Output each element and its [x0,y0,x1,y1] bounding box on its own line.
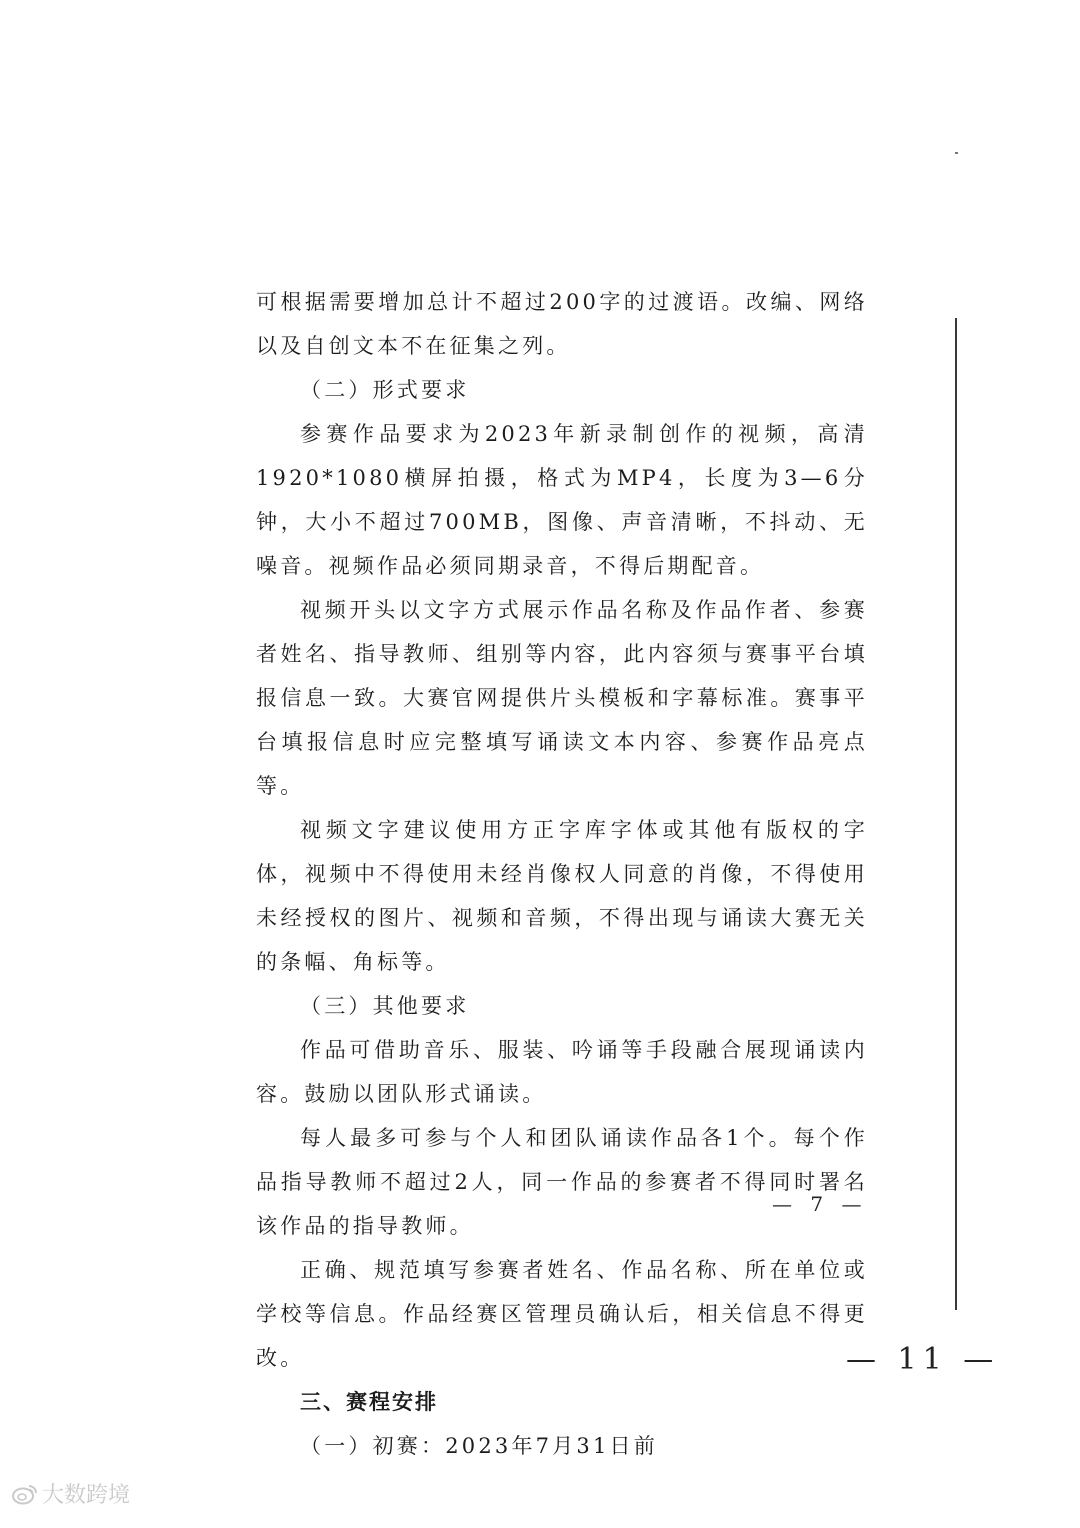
paragraph: 正确、规范填写参赛者姓名、作品名称、所在单位或学校等信息。作品经赛区管理员确认后，相关信息不得更改。 [256,1258,868,1370]
chapter-heading: 三、赛程安排 [300,1390,438,1414]
weibo-logo-icon [12,1483,38,1505]
document-body [256,280,868,1468]
inner-page-number: — 7 — [772,1192,868,1216]
paragraph: 可根据需要增加总计不超过200字的过渡语。改编、网络以及自创文本不在征集之列。 [256,290,868,358]
watermark-text: 大数跨境 [42,1483,131,1508]
watermark [12,1478,130,1509]
paragraph: 作品可借助音乐、服装、吟诵等手段融合展现诵读内容。鼓励以团队形式诵读。 [256,1038,868,1106]
outer-page-number: — 11 — [846,1342,1000,1377]
paragraph: 参赛作品要求为2023年新录制创作的视频，高清1920*1080横屏拍摄，格式为MP4，长度为3—6分钟，大小不超过700MB，图像、声音清晰，不抖动、无噪音。视频作品必须同期录音，不得后期配音。 [256,422,868,578]
scan-edge-line [955,318,957,1310]
paragraph: 视频开头以文字方式展示作品名称及作品作者、参赛者姓名、指导教师、组别等内容，此内容须与赛事平台填报信息一致。大赛官网提供片头模板和字幕标准。赛事平台填报信息时应完整填写诵读文本内容、参赛作品亮点等。 [256,598,868,798]
section-heading: （一）初赛：2023年7月31日前 [300,1434,658,1458]
scan-speck [955,152,958,154]
paragraph: 每人最多可参与个人和团队诵读作品各1个。每个作品指导教师不超过2人，同一作品的参赛者不得同时署名该作品的指导教师。 [256,1126,868,1238]
section-heading: （二）形式要求 [300,378,470,402]
paragraph: 视频文字建议使用方正字库字体或其他有版权的字体，视频中不得使用未经肖像权人同意的肖像，不得使用未经授权的图片、视频和音频，不得出现与诵读大赛无关的条幅、角标等。 [256,818,868,974]
section-heading: （三）其他要求 [300,994,470,1018]
